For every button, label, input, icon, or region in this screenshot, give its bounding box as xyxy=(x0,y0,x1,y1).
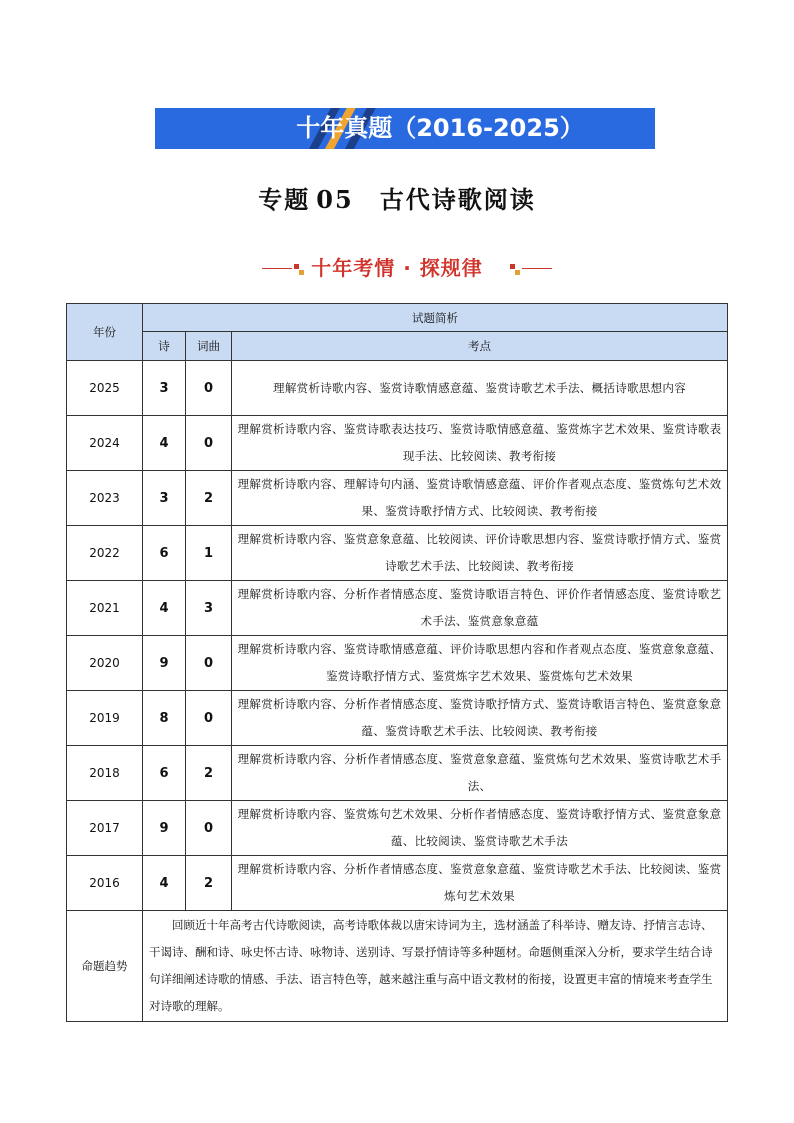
trend-row xyxy=(67,911,728,1022)
ci-count-cell: 2 xyxy=(186,746,232,801)
poem-count-cell: 6 xyxy=(143,746,186,801)
year-cell: 2019 xyxy=(67,691,143,746)
year-cell: 2016 xyxy=(67,856,143,911)
topic-name: 古代诗歌阅读 xyxy=(379,185,536,214)
exam-points-cell: 理解赏析诗歌内容、分析作者情感态度、鉴赏诗歌语言特色、评价作者情感态度、鉴赏诗歌艺术手法、鉴赏意象意蕴 xyxy=(232,581,728,636)
poem-count-cell: 9 xyxy=(143,801,186,856)
poem-count-cell: 9 xyxy=(143,636,186,691)
topic-label: 专题 xyxy=(258,185,311,214)
exam-points-cell: 理解赏析诗歌内容、鉴赏意象意蕴、比较阅读、评价诗歌思想内容、鉴赏诗歌抒情方式、鉴赏诗歌艺术手法、比较阅读、教考衔接 xyxy=(232,526,728,581)
year-cell: 2024 xyxy=(67,416,143,471)
year-cell: 2022 xyxy=(67,526,143,581)
table-row xyxy=(67,416,728,471)
ci-count-cell: 3 xyxy=(186,581,232,636)
table-row xyxy=(67,636,728,691)
year-cell: 2021 xyxy=(67,581,143,636)
poem-count-cell: 4 xyxy=(143,581,186,636)
header-poem: 诗 xyxy=(143,332,186,361)
table-row xyxy=(67,361,728,416)
topic-title xyxy=(0,180,794,215)
exam-points-cell: 理解赏析诗歌内容、鉴赏诗歌表达技巧、鉴赏诗歌情感意蕴、鉴赏炼字艺术效果、鉴赏诗歌表现手法、比较阅读、教考衔接 xyxy=(232,416,728,471)
trend-label: 命题趋势 xyxy=(67,911,143,1022)
title-banner xyxy=(155,108,655,149)
decor-square xyxy=(510,264,515,269)
table-row xyxy=(67,801,728,856)
year-cell: 2018 xyxy=(67,746,143,801)
header-group: 试题简析 xyxy=(143,304,728,332)
exam-analysis-table xyxy=(66,303,728,1022)
ci-count-cell: 0 xyxy=(186,801,232,856)
exam-points-cell: 理解赏析诗歌内容、鉴赏诗歌情感意蕴、评价诗歌思想内容和作者观点态度、鉴赏意象意蕴、鉴赏诗歌抒情方式、鉴赏炼字艺术效果、鉴赏炼句艺术效果 xyxy=(232,636,728,691)
exam-points-cell: 理解赏析诗歌内容、分析作者情感态度、鉴赏意象意蕴、鉴赏炼句艺术效果、鉴赏诗歌艺术手法、 xyxy=(232,746,728,801)
ci-count-cell: 2 xyxy=(186,856,232,911)
exam-points-cell: 理解赏析诗歌内容、鉴赏炼句艺术效果、分析作者情感态度、鉴赏诗歌抒情方式、鉴赏意象意蕴、比较阅读、鉴赏诗歌艺术手法 xyxy=(232,801,728,856)
table-row xyxy=(67,856,728,911)
table-row xyxy=(67,471,728,526)
ci-count-cell: 0 xyxy=(186,636,232,691)
section-title: 十年考情 · 探规律 xyxy=(311,256,483,280)
table-row xyxy=(67,746,728,801)
topic-number: 05 xyxy=(316,185,354,214)
poem-count-cell: 3 xyxy=(143,471,186,526)
year-cell: 2017 xyxy=(67,801,143,856)
poem-count-cell: 6 xyxy=(143,526,186,581)
section-heading xyxy=(0,252,794,282)
table-row xyxy=(67,691,728,746)
decor-square xyxy=(515,270,520,275)
poem-count-cell: 4 xyxy=(143,856,186,911)
poem-count-cell: 3 xyxy=(143,361,186,416)
header-year: 年份 xyxy=(67,304,143,361)
table-row xyxy=(67,526,728,581)
divider-right xyxy=(522,268,552,269)
exam-points-cell: 理解赏析诗歌内容、分析作者情感态度、鉴赏诗歌抒情方式、鉴赏诗歌语言特色、鉴赏意象意蕴、鉴赏诗歌艺术手法、比较阅读、教考衔接 xyxy=(232,691,728,746)
year-cell: 2025 xyxy=(67,361,143,416)
exam-points-cell: 理解赏析诗歌内容、鉴赏诗歌情感意蕴、鉴赏诗歌艺术手法、概括诗歌思想内容 xyxy=(232,361,728,416)
ci-count-cell: 1 xyxy=(186,526,232,581)
ci-count-cell: 2 xyxy=(186,471,232,526)
year-cell: 2023 xyxy=(67,471,143,526)
trend-text: 回顾近十年高考古代诗歌阅读，高考诗歌体裁以唐宋诗词为主，选材涵盖了科举诗、赠友诗、抒情言志诗、干谒诗、酬和诗、咏史怀古诗、咏物诗、送别诗、写景抒情诗等多种题材。命题侧重深入分析，要求学生结合诗句详细阐述诗歌的情感、手法、语言特色等，越来越注重与高中语文教材的衔接，设置更丰富的情境来考查学生对诗歌的理解。 xyxy=(143,911,728,1022)
exam-points-cell: 理解赏析诗歌内容、理解诗句内涵、鉴赏诗歌情感意蕴、评价作者观点态度、鉴赏炼句艺术效果、鉴赏诗歌抒情方式、比较阅读、教考衔接 xyxy=(232,471,728,526)
banner-title: 十年真题（2016-2025） xyxy=(296,114,584,142)
exam-points-cell: 理解赏析诗歌内容、分析作者情感态度、鉴赏意象意蕴、鉴赏诗歌艺术手法、比较阅读、鉴赏炼句艺术效果 xyxy=(232,856,728,911)
poem-count-cell: 8 xyxy=(143,691,186,746)
header-ci: 词曲 xyxy=(186,332,232,361)
header-points: 考点 xyxy=(232,332,728,361)
ci-count-cell: 0 xyxy=(186,416,232,471)
ci-count-cell: 0 xyxy=(186,361,232,416)
table-row xyxy=(67,581,728,636)
poem-count-cell: 4 xyxy=(143,416,186,471)
ci-count-cell: 0 xyxy=(186,691,232,746)
year-cell: 2020 xyxy=(67,636,143,691)
